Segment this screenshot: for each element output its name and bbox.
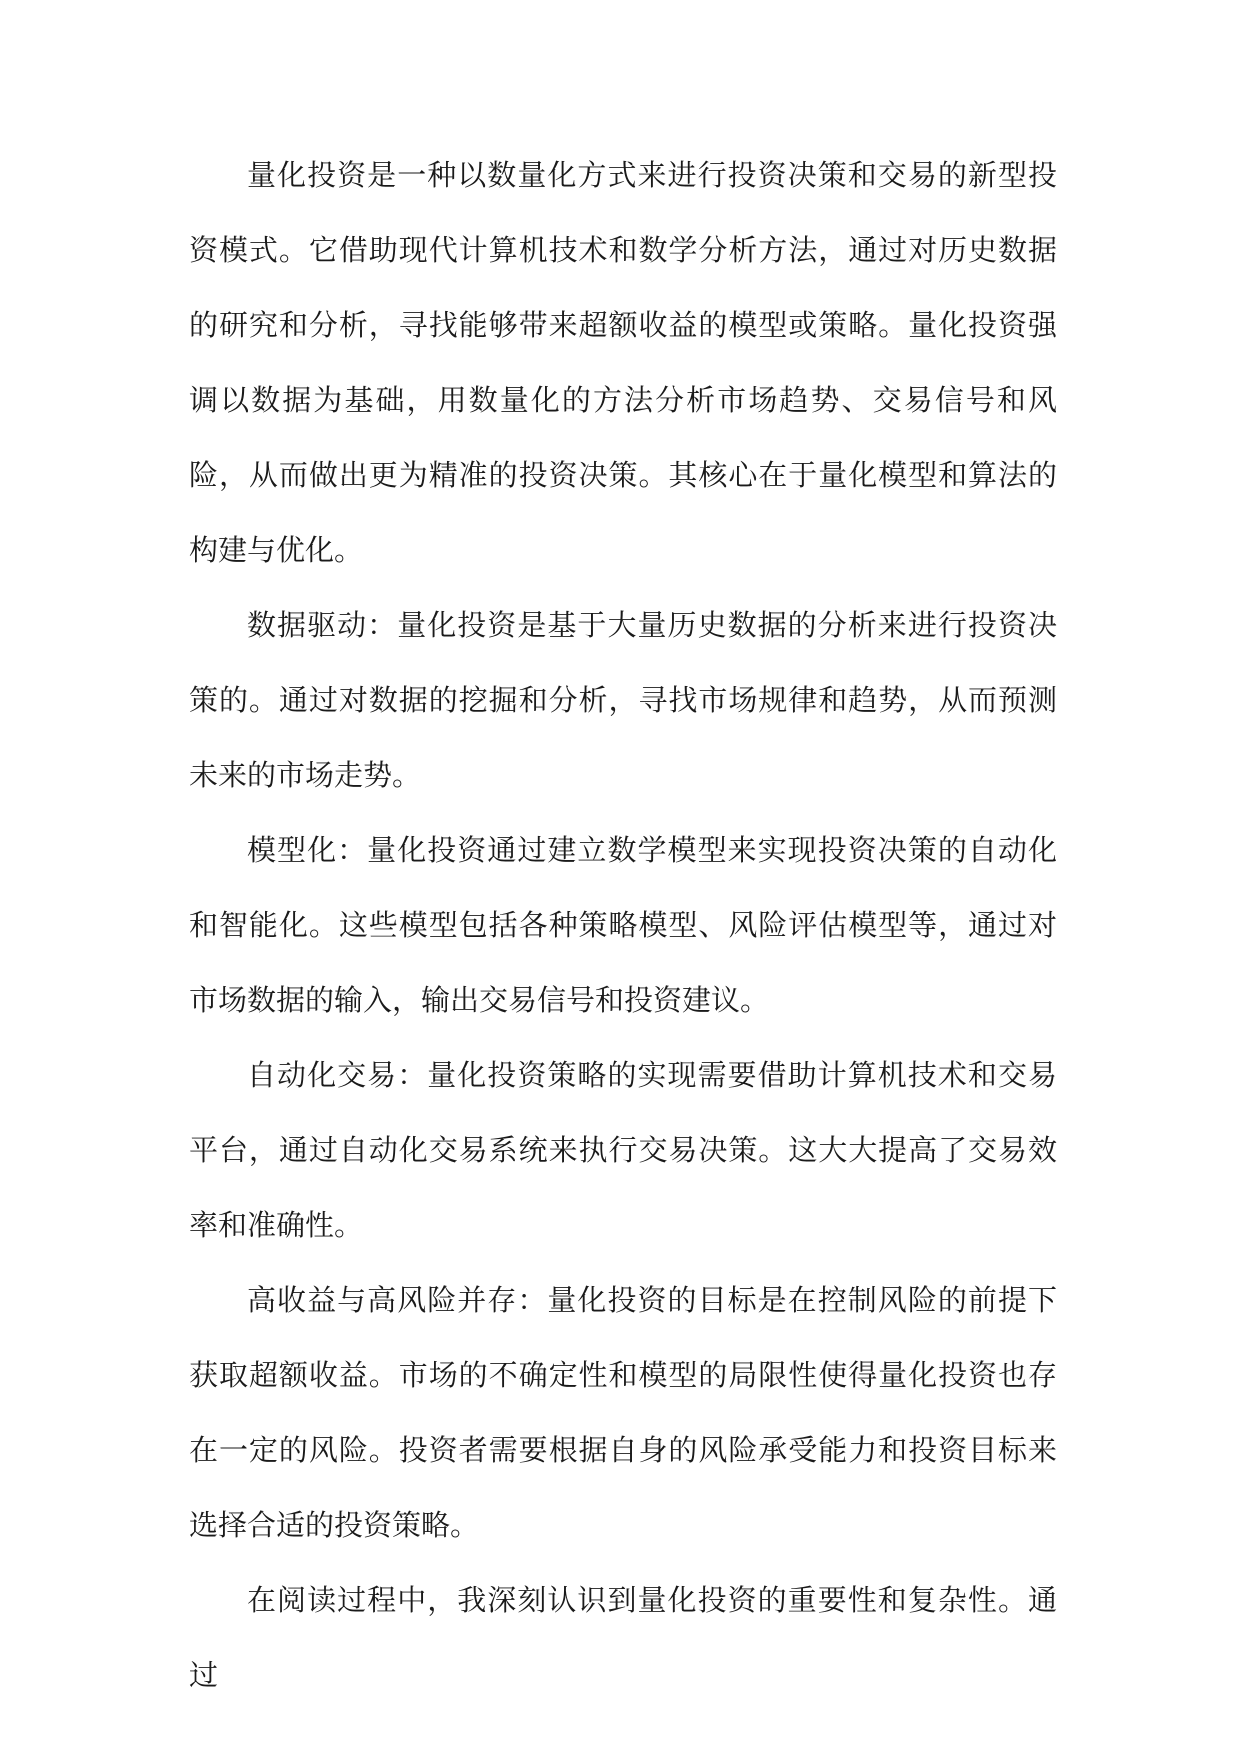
paragraph-risk-return: 高收益与高风险并存：量化投资的目标是在控制风险的前提下获取超额收益。市场的不确定性和模型的局限性使得量化投资也存在一定的风险。投资者需要根据自身的风险承受能力和投资目标来选择合适的投资策略。: [189, 1283, 1057, 1542]
document-body: [189, 138, 1057, 1713]
paragraph-data-driven: 数据驱动：量化投资是基于大量历史数据的分析来进行投资决策的。通过对数据的挖掘和分析，寻找市场规律和趋势，从而预测未来的市场走势。: [189, 608, 1057, 792]
paragraph-intro: 量化投资是一种以数量化方式来进行投资决策和交易的新型投资模式。它借助现代计算机技术和数学分析方法，通过对历史数据的研究和分析，寻找能够带来超额收益的模型或策略。量化投资强调以数据为基础，用数量化的方法分析市场趋势、交易信号和风险，从而做出更为精准的投资决策。其核心在于量化模型和算法的构建与优化。: [189, 158, 1057, 567]
paragraph-automated-trading: 自动化交易：量化投资策略的实现需要借助计算机技术和交易平台，通过自动化交易系统来执行交易决策。这大大提高了交易效率和准确性。: [189, 1058, 1057, 1242]
paragraph-modeling: 模型化：量化投资通过建立数学模型来实现投资决策的自动化和智能化。这些模型包括各种策略模型、风险评估模型等，通过对市场数据的输入，输出交易信号和投资建议。: [189, 833, 1057, 1017]
paragraph-reflection: 在阅读过程中，我深刻认识到量化投资的重要性和复杂性。通过: [189, 1583, 1057, 1692]
